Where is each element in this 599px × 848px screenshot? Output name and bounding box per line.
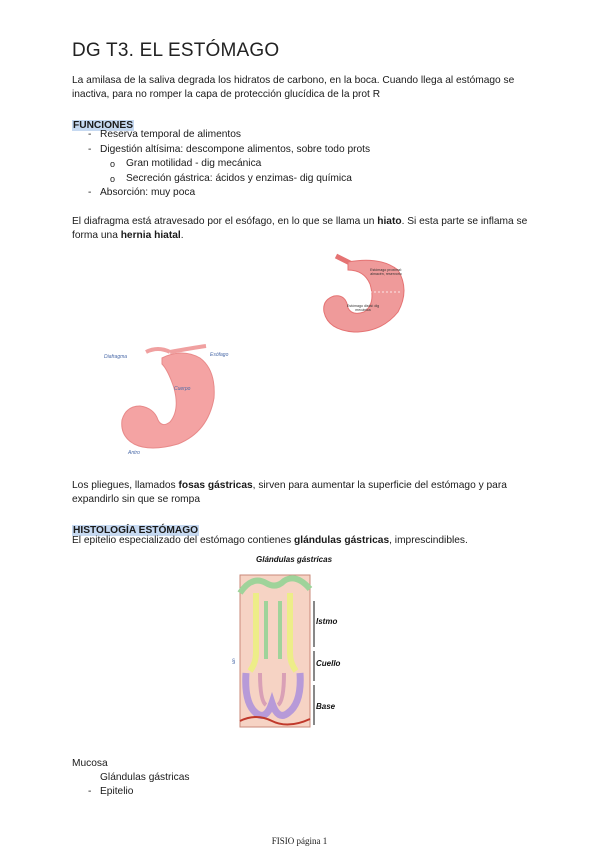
- list-item: - Epitelio: [72, 785, 372, 800]
- histologia-paragraph: [72, 534, 532, 548]
- label-proximal-wrap: [366, 268, 406, 292]
- label-base: Base: [316, 702, 336, 711]
- label-cuello: Cuello: [316, 659, 341, 668]
- label-esofago: Esófago: [210, 352, 229, 358]
- stomach-small-image: [318, 250, 410, 336]
- gastric-glands-image: [226, 553, 352, 733]
- sub-list-item: o Gran motilidad - dig mecánica: [100, 157, 532, 172]
- label-proximal: Estómago proximal: almacén, reservorio: [370, 268, 402, 277]
- diaphragm-right-shape: [170, 346, 206, 352]
- page-footer: FISIO página 1: [271, 836, 328, 846]
- hiato-text-2: . Si esta parte se inflama se forma una: [72, 216, 528, 241]
- page-title: DG T3. EL ESTÓMAGO: [72, 40, 280, 61]
- intro-paragraph: La amilasa de la saliva degrada los hidratos de carbono, en la boca. Cuando llega al estómago se inactiva, para no romper la capa de protección glucídica de la prot R: [72, 75, 515, 100]
- mucosa-sub-label: Glándulas gástricas: [100, 772, 190, 783]
- hiato-text-1: El diafragma está atravesado por el esófago, en lo que se llama un: [72, 216, 378, 227]
- pliegues-text-2: , sirven para aumentar la superficie del estómago y para expandirlo sin que se rompa: [72, 480, 507, 505]
- list-item: - Absorción: muy poca: [72, 186, 532, 201]
- hiato-paragraph: [72, 215, 532, 243]
- sub-list-item: o Secreción gástrica: ácidos y enzimas- dig química: [100, 172, 532, 187]
- list-item: [72, 143, 532, 187]
- mucosa-label: Mucosa: [72, 758, 108, 769]
- label-diafragma: Diafragma: [104, 354, 128, 360]
- histologia-bold: glándulas gástricas: [294, 535, 390, 546]
- histologia-text-1: El epitelio especializado del estómago contienes: [72, 535, 295, 546]
- label-antro: Antro: [128, 450, 140, 456]
- pliegues-paragraph: [72, 479, 532, 507]
- funciones-list: [72, 128, 532, 201]
- label-cuerpo: Cuerpo: [174, 386, 191, 392]
- glands-title: Glándulas gástricas: [256, 555, 333, 564]
- mucosa-list: [72, 785, 372, 800]
- stomach-body-shape: [122, 353, 214, 448]
- section-mark: §: [232, 659, 236, 665]
- hiato-bold-1: hiato: [377, 216, 402, 227]
- histologia-text-2: , imprescindibles.: [389, 535, 468, 546]
- diaphragm-shape: [146, 349, 170, 352]
- label-distal-wrap: [344, 304, 382, 324]
- list-item-text: Digestión altísima: descompone alimentos, sobre todo prots: [100, 143, 371, 155]
- histologia-heading-text: HISTOLOGÍA ESTÓMAGO: [73, 525, 199, 536]
- pliegues-bold: fosas gástricas: [178, 480, 253, 491]
- label-istmo: Istmo: [316, 617, 338, 626]
- label-distal: Estómago distal: dig mecánica: [346, 304, 380, 313]
- hiato-text-3: .: [180, 230, 184, 241]
- list-item: - Reserva temporal de alimentos: [72, 128, 532, 143]
- funciones-heading-text: FUNCIONES: [73, 120, 133, 131]
- stomach-large-image: [104, 340, 244, 460]
- hiato-bold-2: hernia hiatal: [120, 230, 181, 241]
- pliegues-text-1: Los pliegues, llamados: [72, 480, 179, 491]
